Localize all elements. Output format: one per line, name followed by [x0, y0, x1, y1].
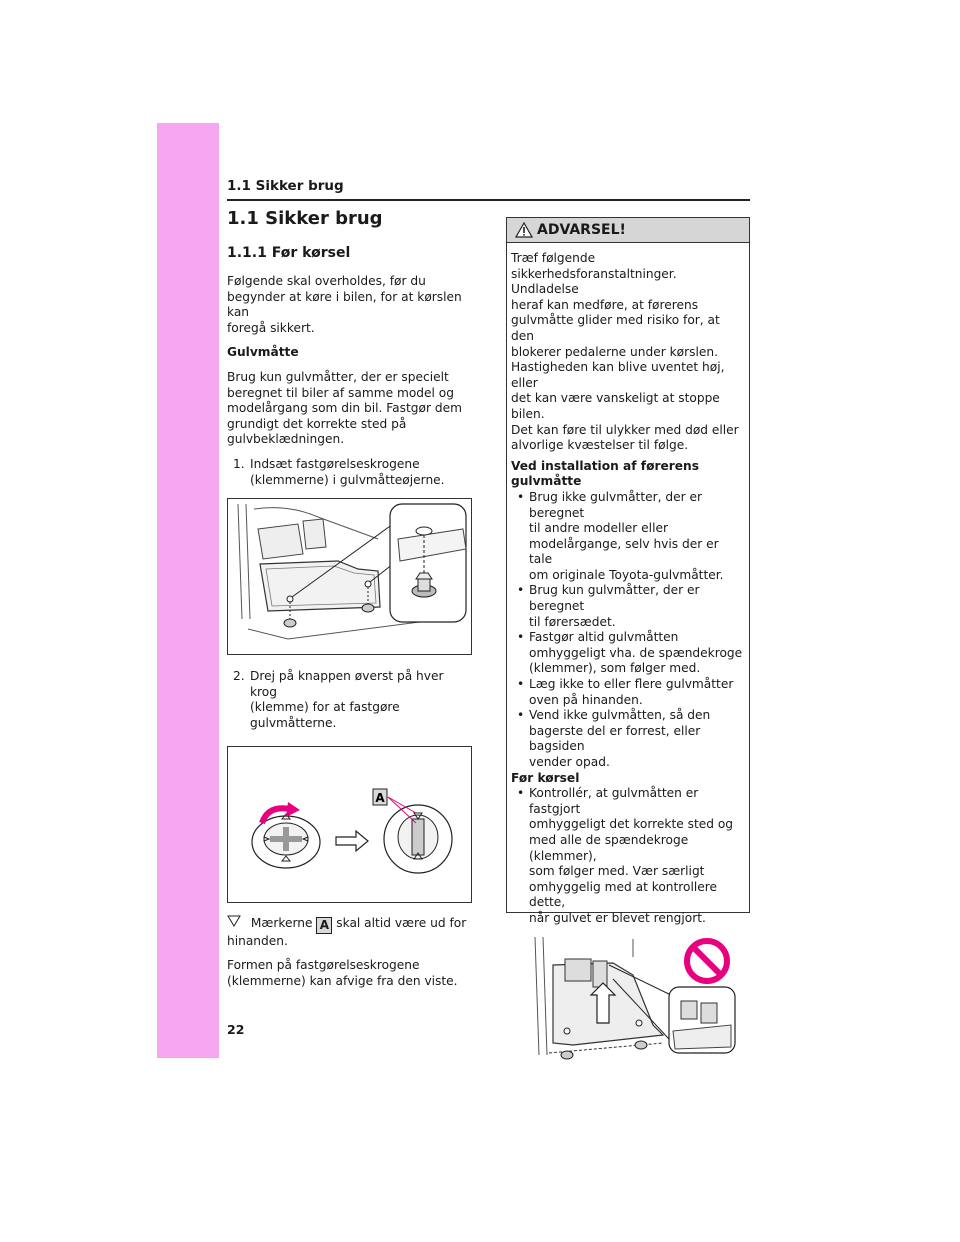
label-a-box: A — [316, 917, 332, 934]
install-bullet-3: • Fastgør altid gulvmåtten omhyggeligt vha. de spændekroge (klemmer), som følger med. — [517, 630, 743, 676]
driving-bullet-1: • Kontrollér, at gulvmåtten er fastgjort omhyggeligt det korrekte sted og med alle de spændekroge (klemmer), som følger med. Vær særligt omhyggelig med at kontrollere dette, når gulvet er blevet rengjort. — [517, 786, 734, 925]
install-heading: Ved installation af førerens gulvmåtte — [511, 458, 699, 489]
mat-slipping-illustration — [513, 935, 739, 1075]
warning-icon — [515, 222, 533, 238]
side-tab-band — [157, 123, 219, 1058]
warning-body — [507, 243, 749, 1075]
floor-mat-illustration — [228, 499, 471, 654]
page-number: 22 — [227, 1022, 245, 1037]
mat-paragraph: Brug kun gulvmåtter, der er specielt beregnet til biler af samme model og modelårgang som din bil. Fastgør dem grundigt det korrekte sted på gulvbeklædningen. — [227, 369, 462, 447]
install-bullet-5: • Vend ikke gulvmåtten, så den bagerste del er forrest, eller bagsiden vender opad. — [517, 708, 711, 769]
marker-note: Mærkerne A skal altid være ud for hinanden. — [227, 915, 467, 948]
hook-rotation-illustration — [228, 747, 471, 902]
intro-paragraph: Følgende skal overholdes, før du begynder at køre i bilen, for at kørslen kan foregå sikkert. — [227, 274, 462, 335]
mat-heading: Gulvmåtte — [227, 345, 299, 360]
install-bullet-2: • Brug kun gulvmåtter, der er beregnet til førersædet. — [517, 583, 700, 629]
fig2-label-a: A — [375, 790, 385, 805]
install-bullet-1: • Brug ikke gulvmåtter, der er beregnet til andre modeller eller modelårgange, selv hvis der er tale om originale Toyota-gulvmåtter. — [517, 489, 724, 582]
shape-note: Formen på fastgørelseskrogene (klemmerne) kan afvige fra den viste. — [227, 958, 458, 988]
warning-header — [507, 218, 749, 243]
warning-title: ADVARSEL! — [537, 222, 626, 238]
install-bullet-4: • Læg ikke to eller flere gulvmåtter oven på hinanden. — [517, 677, 734, 707]
figure-floor-mat-hooks — [227, 498, 472, 655]
driving-heading: Før kørsel — [511, 770, 580, 785]
subsection-title: 1.1.1 Før kørsel — [227, 245, 351, 261]
left-column — [227, 208, 472, 998]
running-header: 1.1 Sikker brug — [227, 178, 344, 194]
warning-box — [506, 217, 750, 925]
section-title: 1.1 Sikker brug — [227, 208, 383, 229]
header-divider — [227, 199, 750, 201]
warning-intro: Træf følgende sikkerhedsforanstaltninger. Undladelse heraf kan medføre, at førerens gulvmåtte glider med risiko for, at den blokerer pedalerne under kørslen. Hastigheden kan blive uventet høj, eller det kan være vanskeligt at stoppe bilen. Det kan føre til ulykker med død eller alvorlige kvæstelser til følge. — [511, 251, 739, 453]
figure-hook-rotation — [227, 746, 472, 903]
figure-mat-slipping — [513, 935, 739, 1075]
step-1: 1. Indsæt fastgørelseskrogene (klemmerne) i gulvmåtteøjerne. — [233, 456, 445, 487]
step-2: 2. Drej på knappen øverst på hver krog (klemme) for at fastgøre gulvmåtterne. — [233, 669, 444, 730]
triangle-marker-icon — [227, 915, 247, 932]
